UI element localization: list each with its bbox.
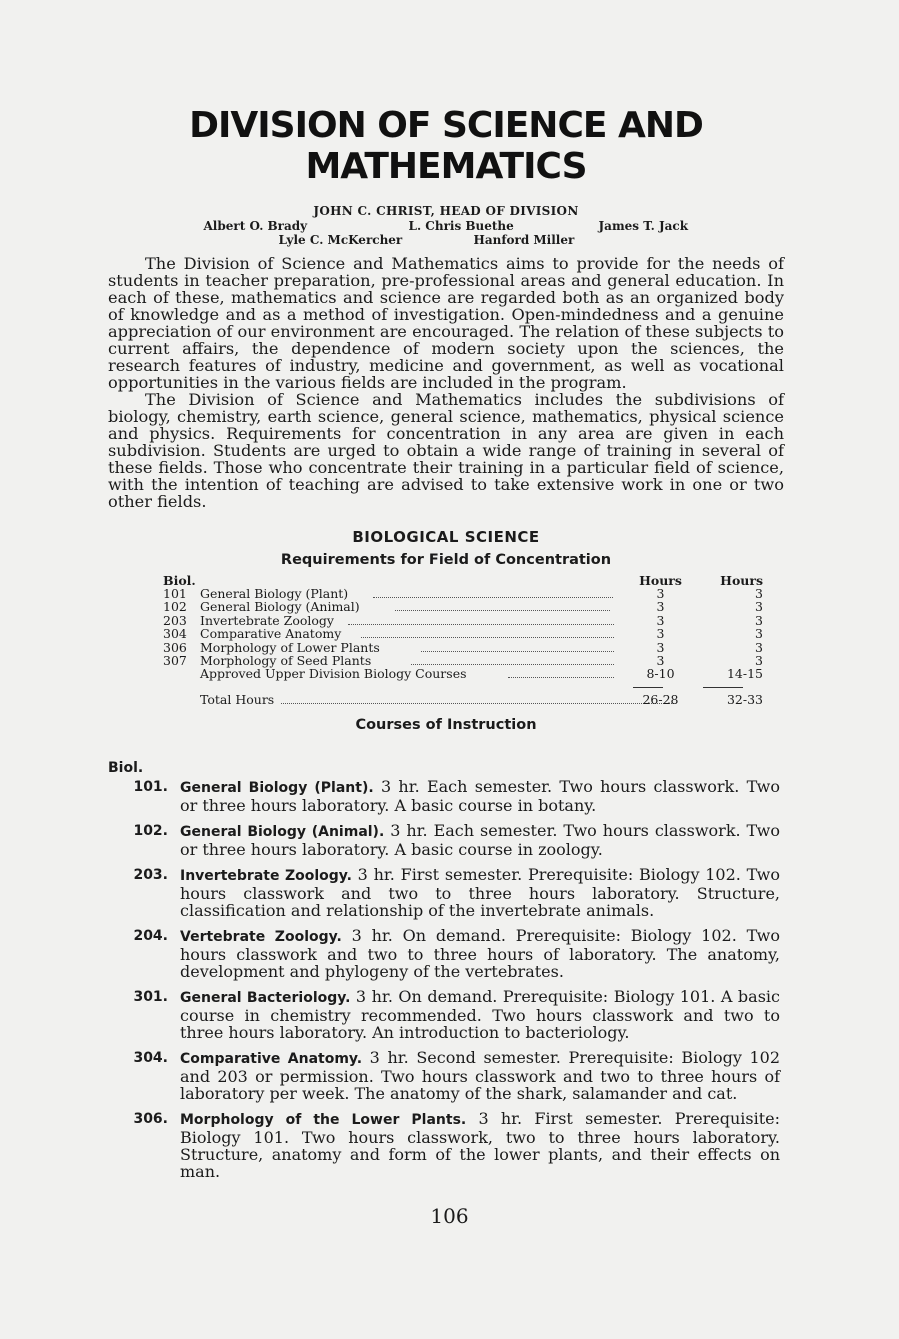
title-line-1: DIVISION OF SCIENCE AND bbox=[189, 105, 703, 146]
requirements-row bbox=[163, 667, 793, 680]
course-title: Morphology of the Lower Plants. bbox=[180, 1112, 467, 1128]
leader-dots bbox=[348, 624, 614, 625]
course-title: Invertebrate Zoology. bbox=[180, 868, 352, 884]
hours-value-2: 3 bbox=[755, 612, 763, 628]
course-entry bbox=[108, 1049, 780, 1102]
total-rule-1 bbox=[633, 687, 663, 688]
requirements-row bbox=[163, 641, 793, 654]
course-name: Invertebrate Zoology bbox=[200, 612, 334, 628]
course-code: 102 bbox=[163, 599, 187, 615]
leader-dots bbox=[361, 637, 614, 638]
course-title: General Biology (Plant). bbox=[180, 780, 374, 796]
course-description: 3 hr. On demand. Prerequisite: Biology 102. Two hours classwork and two to three hours of laboratory. The anatomy, development and phylogeny of the vertebrates. bbox=[180, 926, 781, 981]
course-description: 3 hr. On demand. Prerequisite: Biology 101. A basic course in chemistry recommended. Two hours classwork and two to three hours laboratory. An introduction to bacteriology. bbox=[180, 987, 780, 1042]
hours-value-1: 3 bbox=[656, 599, 665, 615]
column-header-hours-1: Hours bbox=[639, 573, 682, 588]
leader-dots bbox=[421, 651, 614, 652]
course-code: 101 bbox=[163, 586, 187, 601]
total-hours-2: 32-33 bbox=[726, 691, 763, 707]
page-number: 106 bbox=[430, 1204, 469, 1228]
leader-dots bbox=[508, 677, 614, 678]
course-name: General Biology (Plant) bbox=[200, 586, 349, 601]
hours-value-1: 3 bbox=[656, 612, 665, 628]
course-number: 204. bbox=[133, 928, 168, 944]
course-number: 101. bbox=[133, 779, 168, 795]
requirements-rows bbox=[163, 587, 793, 681]
hours-value-1: 3 bbox=[656, 626, 665, 642]
requirements-row bbox=[163, 614, 793, 627]
course-title: General Bacteriology. bbox=[180, 990, 351, 1006]
course-description: 3 hr. Each semester. Two hours classwork. Two or three hours laboratory. A basic course in zoology. bbox=[180, 821, 780, 859]
staff-name: Lyle C. McKercher bbox=[278, 233, 403, 247]
course-description: 3 hr. First semester. Prerequisite: Biology 102. Two hours classwork and two to three hours laboratory. Structure, classification and relationship of the invertebrate animals. bbox=[180, 865, 781, 920]
course-title: General Biology (Animal). bbox=[180, 824, 385, 840]
course-code: 307 bbox=[163, 652, 187, 668]
staff-name: James T. Jack bbox=[598, 219, 689, 233]
rule-row bbox=[163, 681, 793, 691]
staff-name: Albert O. Brady bbox=[203, 219, 308, 233]
leader-dots bbox=[281, 703, 674, 704]
course-list bbox=[108, 778, 780, 1188]
total-hours-1: 26-28 bbox=[642, 691, 679, 707]
staff-list bbox=[108, 219, 784, 247]
course-entry bbox=[108, 927, 780, 980]
page-content bbox=[108, 105, 784, 733]
hours-value-1: 3 bbox=[656, 586, 665, 601]
intro-paragraph: The Division of Science and Mathematics includes the subdivisions of biology, chemistry, earth science, general science, mathematics, physical science and physics. Requirements for concentration in any area are given in each subdivision. Students are urged to obtain a wide range of training in several of these fields. Those who concentrate their training in a particular field of science, with the intention of teaching are advised to take extensive work in one or two other fields. bbox=[108, 390, 784, 511]
intro-text bbox=[108, 255, 784, 510]
course-entry bbox=[108, 988, 780, 1041]
requirements-row bbox=[163, 627, 793, 640]
course-title: Comparative Anatomy. bbox=[180, 1051, 363, 1067]
course-code: 306 bbox=[163, 639, 187, 655]
requirements-table bbox=[163, 574, 793, 717]
courses-title: Courses of Instruction bbox=[355, 716, 537, 733]
requirements-row bbox=[163, 587, 793, 600]
column-header-hours-2: Hours bbox=[720, 573, 763, 588]
course-number: 102. bbox=[133, 823, 168, 839]
leader-dots bbox=[373, 597, 613, 598]
hours-value-2: 3 bbox=[755, 652, 763, 668]
section-title: BIOLOGICAL SCIENCE bbox=[352, 528, 540, 546]
title-line-2: MATHEMATICS bbox=[305, 146, 587, 187]
course-number: 203. bbox=[133, 867, 168, 883]
course-description: 3 hr. Second semester. Prerequisite: Biology 102 and 203 or permission. Two hours classwork and two to three hours of laboratory per week. The anatomy of the shark, salamander and cat. bbox=[180, 1048, 780, 1103]
staff-name: Hanford Miller bbox=[473, 233, 575, 247]
staff-name: L. Chris Buethe bbox=[408, 219, 514, 233]
course-name: Morphology of Seed Plants bbox=[200, 652, 372, 668]
course-number: 306. bbox=[133, 1111, 168, 1127]
course-number: 304. bbox=[133, 1050, 168, 1066]
total-rule-2 bbox=[703, 687, 743, 688]
hours-value-2: 3 bbox=[755, 639, 763, 655]
hours-value-2: 3 bbox=[755, 586, 763, 601]
course-code: 203 bbox=[163, 612, 187, 628]
division-title bbox=[108, 105, 784, 187]
hours-value-2: 3 bbox=[755, 599, 763, 615]
course-description: 3 hr. First semester. Prerequisite: Biology 101. Two hours classwork, two to three hours laboratory. Structure, anatomy and form of the lower plants, and their effects on man. bbox=[180, 1109, 780, 1181]
leader-dots bbox=[411, 664, 614, 665]
course-description: 3 hr. Each semester. Two hours classwork. Two or three hours laboratory. A basic course in botany. bbox=[180, 777, 781, 815]
course-entry bbox=[108, 778, 780, 814]
total-label: Total Hours bbox=[200, 691, 275, 707]
hours-value-1: 3 bbox=[656, 652, 665, 668]
course-entry bbox=[108, 866, 780, 919]
hours-value-2: 14-15 bbox=[726, 666, 763, 682]
requirements-row bbox=[163, 654, 793, 667]
course-name: Approved Upper Division Biology Courses bbox=[200, 666, 467, 682]
division-head: JOHN C. CHRIST, HEAD OF DIVISION bbox=[313, 204, 579, 218]
requirements-title: Requirements for Field of Concentration bbox=[280, 552, 612, 568]
course-name: General Biology (Animal) bbox=[200, 599, 360, 615]
hours-value-1: 3 bbox=[656, 639, 665, 655]
total-row bbox=[163, 691, 793, 717]
requirements-row bbox=[163, 600, 793, 613]
leader-dots bbox=[395, 610, 610, 611]
course-name: Morphology of Lower Plants bbox=[200, 639, 380, 655]
course-entry bbox=[108, 822, 780, 858]
course-name: Comparative Anatomy bbox=[200, 626, 342, 642]
hours-value-2: 3 bbox=[755, 626, 763, 642]
course-entry bbox=[108, 1110, 780, 1180]
biol-label: Biol. bbox=[108, 760, 144, 776]
hours-value-1: 8-10 bbox=[646, 666, 675, 682]
course-number: 301. bbox=[133, 989, 168, 1005]
column-header-code: Biol. bbox=[163, 573, 196, 588]
course-code: 304 bbox=[163, 626, 187, 642]
course-title: Vertebrate Zoology. bbox=[180, 929, 342, 945]
intro-paragraph: The Division of Science and Mathematics aims to provide for the needs of students in teacher preparation, pre-professional areas and general education. In each of these, mathematics and science are regarded both as an organized body of knowledge and as a method of investigation. Open-mindedness and a genuine appreciation of our environment are encouraged. The relation of these subjects to current affairs, the dependence of modern society upon the sciences, the research features of industry, medicine and government, as well as vocational opportunities in the various fields are included in the program. bbox=[108, 254, 784, 392]
